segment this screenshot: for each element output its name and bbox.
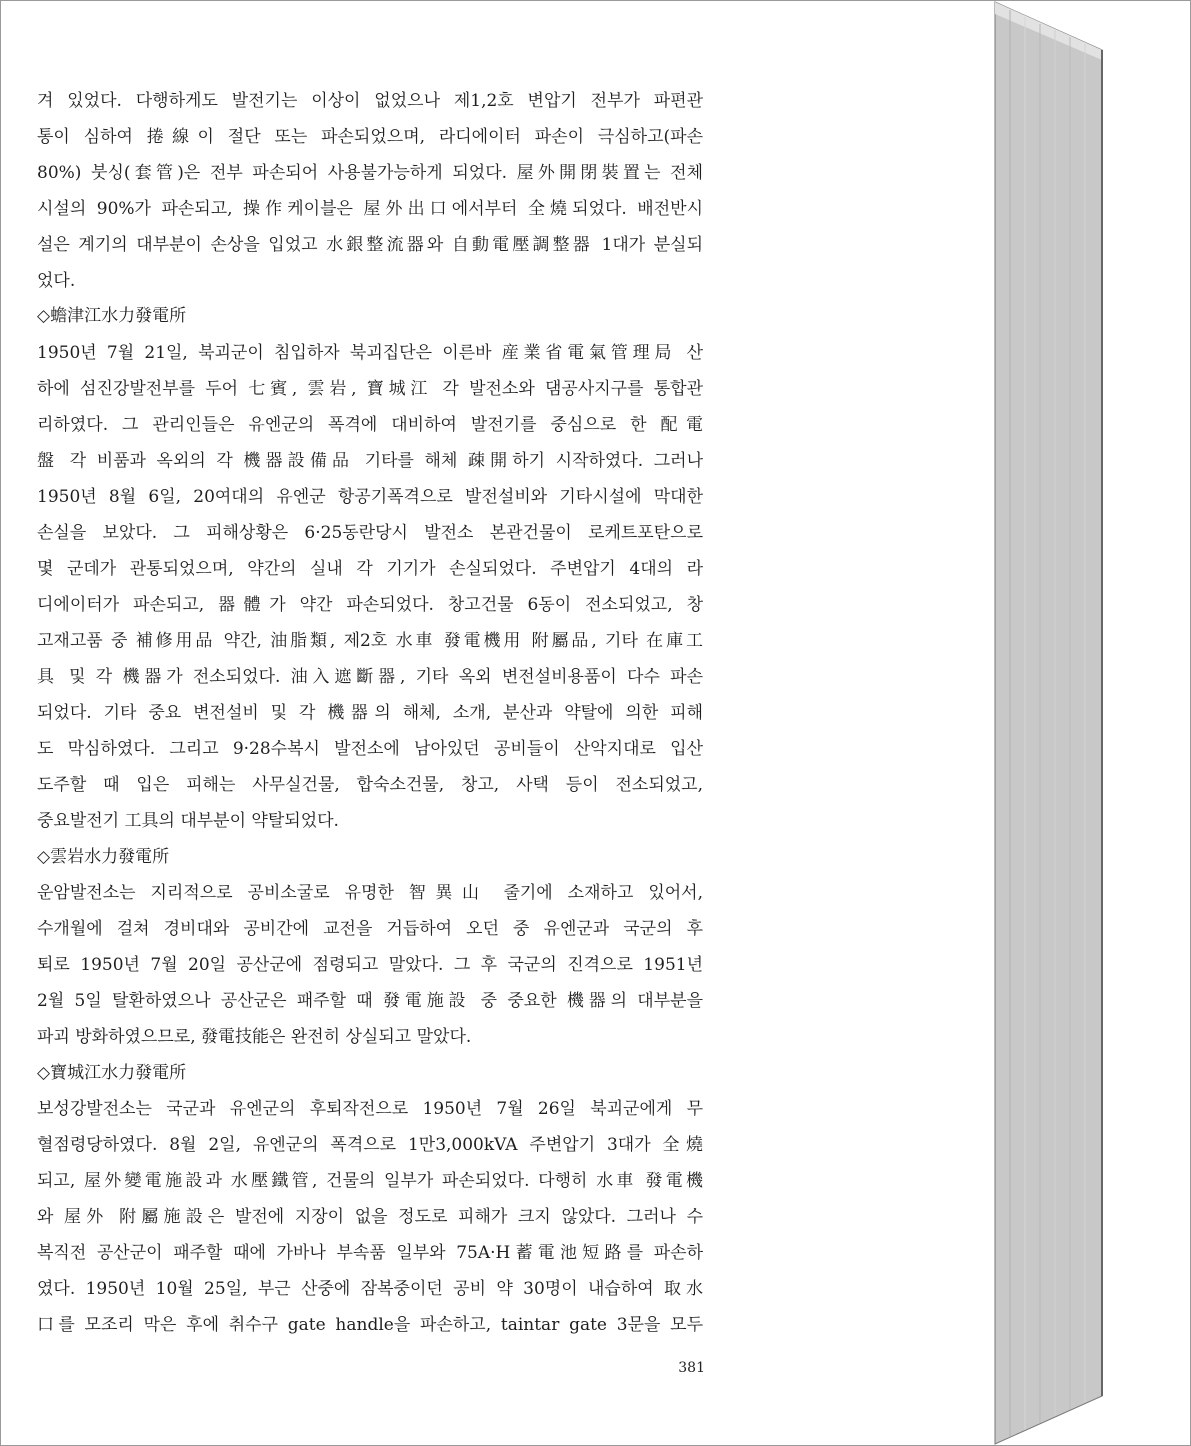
text-line: 겨 있었다. 다행하게도 발전기는 이상이 없었으나 제1,2호 변압기 전부가 파편관: [37, 91, 703, 111]
section-heading: ◇蟾津江水力發電所: [37, 306, 187, 326]
text-line: 였다. 1950년 10월 25일, 부근 산중에 잠복중이던 공비 약 30명이 내습하여 取水: [37, 1279, 703, 1299]
section-heading: ◇寶城江水力發電所: [37, 1063, 187, 1083]
text-line: 도주할 때 입은 피해는 사무실건물, 합숙소건물, 창고, 사택 등이 전소되었고,: [37, 775, 703, 795]
text-line: 되었다. 기타 중요 변전설비 및 각 機器의 해체, 소개, 분산과 약탈에 의한 피해: [37, 703, 703, 723]
text-line: 1950년 8월 6일, 20여대의 유엔군 항공기폭격으로 발전설비와 기타시설에 막대한: [37, 487, 703, 507]
text-line: 되고, 屋外變電施設과 水壓鐵管, 건물의 일부가 파손되었다. 다행히 水車 發電機: [37, 1171, 703, 1191]
text-line: 盤 각 비품과 옥외의 각 機器設備品 기타를 해체 疎開하기 시작하였다. 그러나: [37, 451, 703, 471]
text-line: 도 막심하였다. 그리고 9·28수복시 발전소에 남아있던 공비들이 산악지대로 입산: [37, 739, 703, 759]
text-line: 퇴로 1950년 7월 20일 공산군에 점령되고 말았다. 그 후 국군의 진격으로 1951년: [37, 955, 703, 975]
text-line: 파괴 방화하였으므로, 發電技能은 완전히 상실되고 말았다.: [37, 1027, 472, 1047]
text-line: 운암발전소는 지리적으로 공비소굴로 유명한 智異山 줄기에 소재하고 있어서,: [37, 883, 703, 903]
text-line: 시설의 90%가 파손되고, 操作케이블은 屋外出口에서부터 全燒되었다. 배전반시: [37, 199, 703, 219]
text-line: 하에 섬진강발전부를 두어 七賓, 雲岩, 寶城江 각 발전소와 댐공사지구를 통합관: [37, 379, 703, 399]
text-line: 2월 5일 탈환하였으나 공산군은 패주할 때 發電施設 중 중요한 機器의 대부분을: [37, 991, 703, 1011]
page-number: 381: [678, 1360, 705, 1376]
text-line: 口를 모조리 막은 후에 취수구 gate handle을 파손하고, taintar gate 3문을 모두: [37, 1315, 703, 1335]
text-line: 중요발전기 工具의 대부분이 약탈되었다.: [37, 811, 339, 831]
text-line: 具 및 각 機器가 전소되었다. 油入遮斷器, 기타 옥외 변전설비용품이 다수 파손: [37, 667, 703, 687]
text-line: 수개월에 걸쳐 경비대와 공비간에 교전을 거듭하여 오던 중 유엔군과 국군의 후: [37, 919, 703, 939]
text-line: 보성강발전소는 국군과 유엔군의 후퇴작전으로 1950년 7월 26일 북괴군에게 무: [37, 1099, 703, 1119]
text-line: 복직전 공산군이 패주할 때에 가바나 부속품 일부와 75A·H蓄電池短路를 파손하: [37, 1243, 703, 1263]
text-line: 설은 계기의 대부분이 손상을 입었고 水銀整流器와 自動電壓調整器 1대가 분실되: [37, 235, 703, 255]
text-line: 손실을 보았다. 그 피해상황은 6·25동란당시 발전소 본관건물이 로케트포탄으로: [37, 523, 703, 543]
section-heading: ◇雲岩水力發電所: [37, 847, 170, 867]
text-line: 었다.: [37, 271, 76, 291]
text-line: 디에이터가 파손되고, 器體가 약간 파손되었다. 창고건물 6동이 전소되었고, 창: [37, 595, 703, 615]
text-line: 리하였다. 그 관리인들은 유엔군의 폭격에 대비하여 발전기를 중심으로 한 配電: [37, 415, 703, 435]
text-line: 1950년 7월 21일, 북괴군이 침입하자 북괴집단은 이른바 産業省電氣管理局 산: [37, 343, 703, 363]
text-line: 혈점령당하였다. 8월 2일, 유엔군의 폭격으로 1만3,000kVA 주변압기 3대가 全燒: [37, 1135, 703, 1155]
text-line: 통이 심하여 捲線이 절단 또는 파손되었으며, 라디에이터 파손이 극심하고(파손: [37, 127, 703, 147]
text-line: 80%) 붓싱(套管)은 전부 파손되어 사용불가능하게 되었다. 屋外開閉裝置는 전체: [37, 163, 703, 183]
text-line: 몇 군데가 관통되었으며, 약간의 실내 각 기기가 손실되었다. 주변압기 4대의 라: [37, 559, 703, 579]
text-line: 고재고품 중 補修用品 약간, 油脂類, 제2호 水車 發電機用 附屬品, 기타 在庫工: [37, 631, 703, 651]
text-line: 와 屋外 附屬施設은 발전에 지장이 없을 정도로 피해가 크지 않았다. 그러나 수: [37, 1207, 703, 1227]
